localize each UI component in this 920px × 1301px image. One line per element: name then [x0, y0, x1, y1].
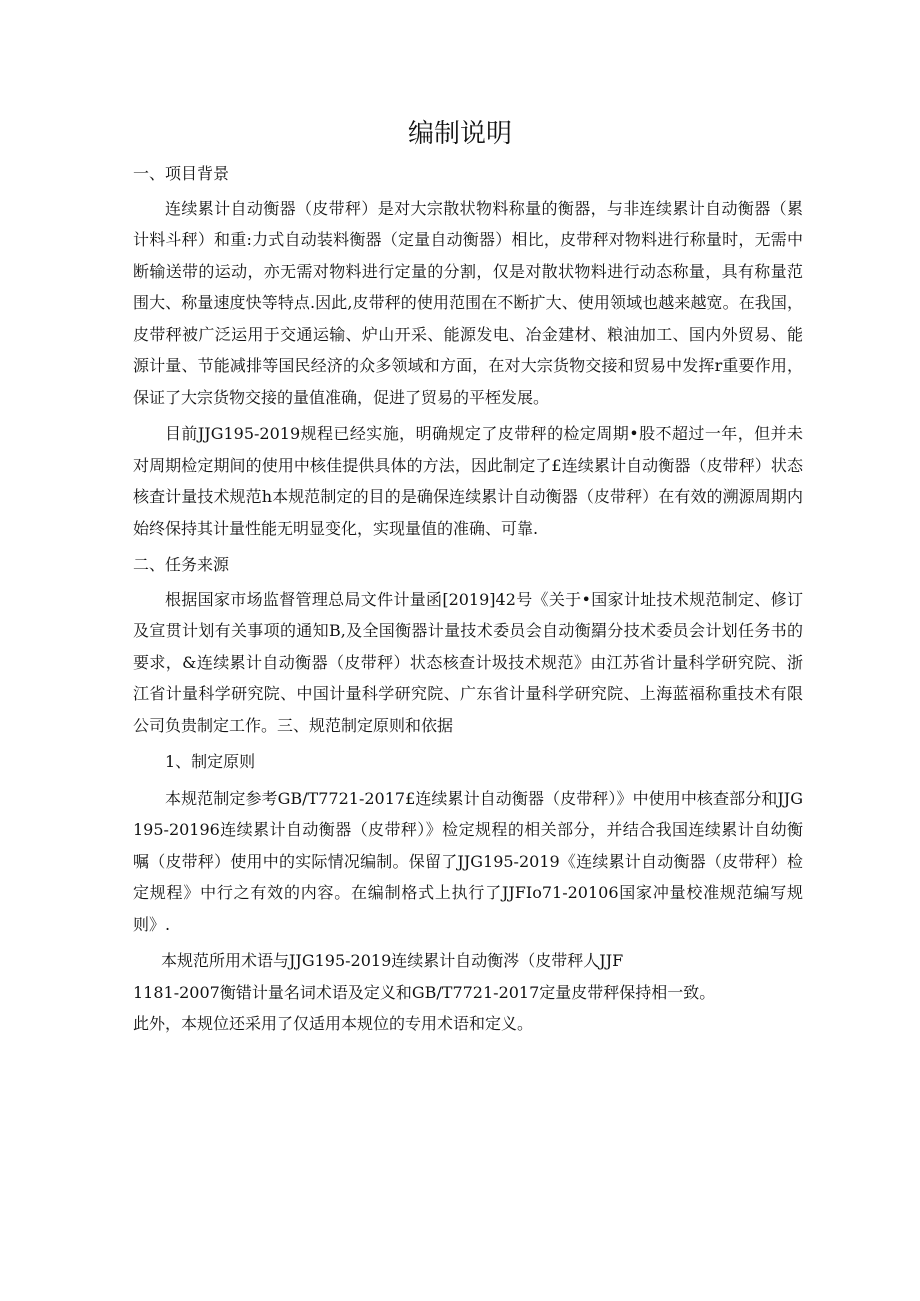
section-heading-project-background: 一、项目背景 [133, 164, 230, 183]
paragraph-terms-line-3: 此外，本规位还采用了仅适用本规位的专用术语和定义。 [133, 1014, 534, 1033]
paragraph-task-source: 根据国家市场监督管理总局文件计量函[2019]42号《关于•国家计址技术规范制定、修订及宣贯计划有关事项的通知B,及全国衡器计量技术委员会自动衡羂分技术委员会计划任务书的要求，&连续累计自动衡器（皮带秤）状态核查计圾技术规范》由江苏省计量科学研究院、浙江省计量科学研究院、中国计量科学研究院、广东省计量科学研究院、上海蓝福称重技术有限公司负贵制定工作。三、规范制定原则和依据 [133, 589, 803, 735]
document-body [133, 158, 803, 1045]
document-title: 编制说明 [407, 119, 512, 149]
section-heading-task-source: 二、任务来源 [133, 555, 230, 574]
paragraph-background-1: 连续累计自动衡器（皮带秤）是对大宗散状物料称量的衡器，与非连续累计自动衡器（累计料斗秤）和重:力式自动装料衡器（定量自动衡器）相比，皮带秤对物料进行称量时，无需中断输送带的运动，亦无需对物料进行定量的分割，仅是对散状物料进行动态称量，具有称量范围大、称量速度快等特点.因此,皮带秤的使用范围在不断扩大、使用领域也越来越宽。在我国，皮带秤被广泛运用于交通运输、炉山开采、能源发电、冶金建材、粮油加工、国内外贸易、能源计量、节能减排等国民经济的众多领域和方面，在对大宗货物交接和贸易中发挥r重要作用，保证了大宗货物交接的量值准确，促进了贸易的平桎发展。 [133, 198, 803, 407]
paragraph-terms-line-1: 本规范所用术语与JJG195-2019连续累计自动衡涔（皮带秤人JJF [161, 951, 624, 970]
subheading-principles: 1、制定原则 [165, 752, 256, 771]
paragraph-terms-line-2: 1181-2007衡错计量名词术语及定义和GB/T7721-2017定量皮带秤保持相一致。 [133, 982, 716, 1002]
paragraph-principles: 本规范制定参考GB/T7721-2017£连续累计自动衡器（皮带秤）》中使用中核查部分和JJG195-20196连续累计自动衡器（皮带秤）》检定规程的相关部分，并结合我国连续累计自幼衡嘱（皮带秤）使用中的实际情况编制。保留了JJG195-2019《连续累计自动衡器（皮带秤）检定规程》中行之有效的内容。在编制格式上执行了JJFIo71-20106国家冲量校准规范编写规则》. [133, 788, 803, 934]
paragraph-background-2: 目前JJG195-2019规程已经实施，明确规定了皮带秤的检定周期•股不超过一年，但并未对周期检定期间的使用中核佳提供具体的方法，因此制定了£连续累计自动衡器（皮带秤）状态核査计量技术规范h本规范制定的目的是确保连续累计自动衡器（皮带秤）在有效的溯源周期内始终保持其计量性能无明显变化，实现量值的准确、可靠. [133, 424, 803, 538]
